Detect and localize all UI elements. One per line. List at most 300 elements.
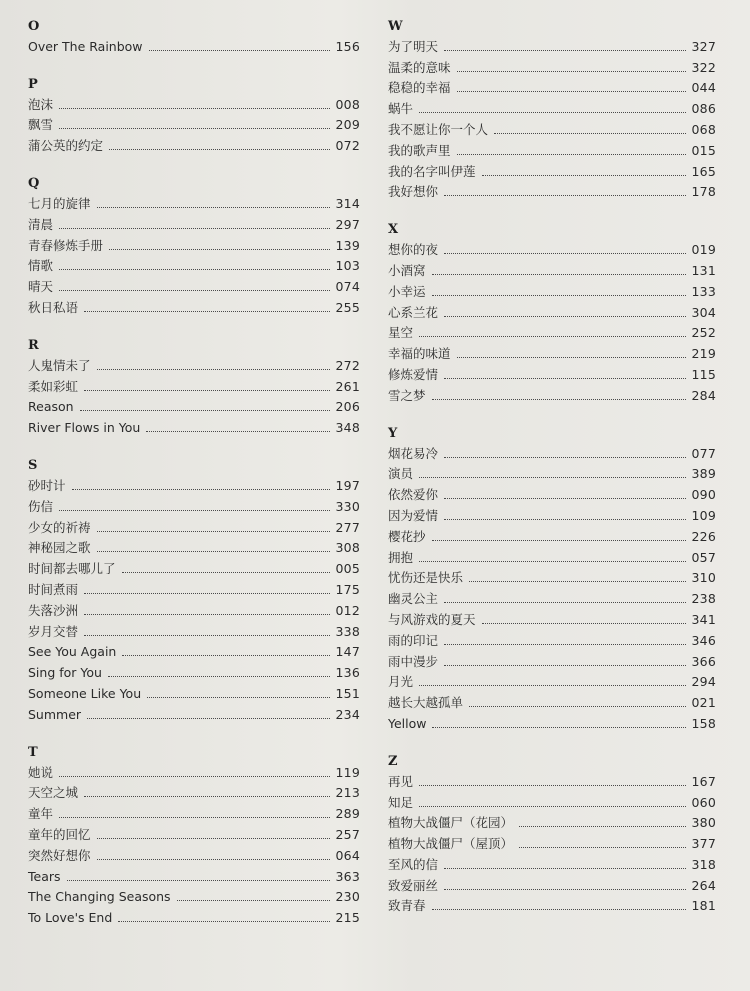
index-entry[interactable] (388, 671, 716, 692)
entry-title: 致青春 (388, 898, 426, 914)
dot-leader (108, 675, 330, 677)
entry-title: Sing for You (28, 665, 102, 681)
entry-title: 我不愿让你一个人 (388, 121, 489, 137)
dot-leader (444, 315, 686, 317)
index-entry[interactable] (388, 546, 716, 567)
section-gap (388, 201, 716, 223)
index-entry[interactable] (388, 97, 716, 118)
entry-page-number: 213 (335, 785, 360, 801)
entry-page-number: 139 (335, 237, 360, 253)
entry-title: 星空 (388, 325, 414, 341)
dot-leader (444, 377, 686, 379)
index-section (28, 339, 360, 437)
entry-page-number: 151 (335, 685, 360, 701)
entry-page-number: 380 (691, 815, 716, 831)
section-gap (28, 724, 360, 746)
index-entry[interactable] (28, 275, 360, 296)
dot-leader (469, 705, 686, 707)
entry-page-number: 289 (335, 806, 360, 822)
entry-title: Reason (28, 399, 74, 415)
entry-page-number: 158 (691, 715, 716, 731)
section-letter: Z (388, 753, 398, 769)
index-entry[interactable] (388, 342, 716, 363)
index-entry[interactable] (28, 416, 360, 437)
entry-page-number: 226 (691, 528, 716, 544)
index-entry[interactable] (28, 906, 360, 927)
entry-title: 天空之城 (28, 785, 79, 801)
index-entry[interactable] (388, 322, 716, 343)
index-section (388, 223, 716, 404)
dot-leader (84, 310, 330, 312)
entry-page-number: 175 (335, 581, 360, 597)
index-entry[interactable] (28, 823, 360, 844)
entry-title: 清晨 (28, 216, 54, 232)
entry-title: 时间都去哪儿了 (28, 561, 116, 577)
entry-page-number: 257 (335, 826, 360, 842)
entry-title: 神秘园之歌 (28, 540, 91, 556)
index-entry[interactable] (28, 396, 360, 417)
dot-leader (97, 530, 330, 532)
entry-page-number: 206 (335, 399, 360, 415)
index-entry[interactable] (388, 259, 716, 280)
index-section (28, 20, 360, 56)
index-entry[interactable] (388, 77, 716, 98)
section-letter: X (388, 222, 399, 238)
index-entry[interactable] (388, 301, 716, 322)
entry-title: The Changing Seasons (28, 889, 171, 905)
dot-leader (444, 497, 686, 499)
index-entry[interactable] (28, 93, 360, 114)
entry-page-number: 090 (691, 487, 716, 503)
index-entry[interactable] (388, 35, 716, 56)
dot-leader (84, 634, 330, 636)
index-entry[interactable] (388, 384, 716, 405)
entry-page-number: 178 (691, 184, 716, 200)
dot-leader (444, 518, 686, 520)
entry-page-number: 019 (691, 242, 716, 258)
entry-title: 小酒窝 (388, 262, 426, 278)
index-entry[interactable] (28, 557, 360, 578)
entry-title: Summer (28, 706, 82, 722)
entry-page-number: 131 (691, 262, 716, 278)
index-entry[interactable] (388, 56, 716, 77)
dot-leader (519, 825, 686, 827)
dot-leader (444, 664, 686, 666)
index-entry[interactable] (388, 791, 716, 812)
entry-page-number: 156 (335, 38, 360, 54)
entry-title: Yellow (388, 715, 427, 731)
entry-page-number: 044 (691, 80, 716, 96)
entry-title: 月光 (388, 674, 414, 690)
entry-title: 秋日私语 (28, 299, 79, 315)
dot-leader (59, 289, 330, 291)
entry-page-number: 086 (691, 101, 716, 117)
entry-page-number: 109 (691, 507, 716, 523)
entry-page-number: 238 (691, 591, 716, 607)
entry-title: 忧伤还是快乐 (388, 570, 464, 586)
dot-leader (432, 726, 685, 728)
index-entry[interactable] (28, 296, 360, 317)
index-column-left (28, 20, 360, 927)
index-entry[interactable] (28, 134, 360, 155)
index-entry[interactable] (28, 865, 360, 886)
entry-title: 我的名字叫伊莲 (388, 163, 476, 179)
section-letter: T (28, 744, 38, 760)
index-entry[interactable] (388, 608, 716, 629)
section-gap (388, 733, 716, 755)
entry-page-number: 261 (335, 378, 360, 394)
entry-title: 雨中漫步 (388, 653, 439, 669)
entry-title: 至风的信 (388, 856, 439, 872)
index-section (28, 459, 360, 724)
dot-leader (482, 174, 686, 176)
index-entry[interactable] (388, 587, 716, 608)
entry-title: 青春修炼手册 (28, 237, 104, 253)
index-entry[interactable] (28, 213, 360, 234)
entry-title: 伤信 (28, 498, 54, 514)
dot-leader (444, 252, 686, 254)
entry-page-number: 230 (335, 889, 360, 905)
entry-title: 再见 (388, 773, 414, 789)
dot-leader (444, 194, 686, 196)
entry-page-number: 389 (691, 466, 716, 482)
entry-title: 小幸运 (388, 283, 426, 299)
entry-page-number: 252 (691, 325, 716, 341)
dot-leader (419, 335, 686, 337)
entry-title: Over The Rainbow (28, 38, 143, 54)
dot-leader (97, 550, 330, 552)
section-gap (28, 56, 360, 78)
dot-leader (84, 795, 330, 797)
index-section (28, 177, 360, 317)
section-gap (388, 405, 716, 427)
index-entry[interactable] (28, 354, 360, 375)
dot-leader (444, 643, 686, 645)
entry-page-number: 272 (335, 357, 360, 373)
entry-page-number: 165 (691, 163, 716, 179)
dot-leader (97, 837, 330, 839)
index-entry[interactable] (388, 463, 716, 484)
entry-page-number: 318 (691, 856, 716, 872)
entry-page-number: 310 (691, 570, 716, 586)
dot-leader (84, 592, 330, 594)
index-entry[interactable] (28, 620, 360, 641)
index-entry[interactable] (388, 504, 716, 525)
entry-title: 越长大越孤单 (388, 695, 464, 711)
dot-leader (469, 580, 686, 582)
entry-page-number: 077 (691, 445, 716, 461)
entry-page-number: 363 (335, 868, 360, 884)
section-gap (28, 155, 360, 177)
section-letter: P (28, 76, 38, 92)
entry-title: 突然好想你 (28, 847, 91, 863)
dot-leader (118, 920, 329, 922)
entry-title: 情歌 (28, 258, 54, 274)
entry-page-number: 277 (335, 519, 360, 535)
entry-title: 岁月交替 (28, 623, 79, 639)
entry-page-number: 147 (335, 644, 360, 660)
dot-leader (432, 273, 686, 275)
entry-title: 泡沫 (28, 96, 54, 112)
index-entry[interactable] (388, 181, 716, 202)
dot-leader (419, 560, 686, 562)
entry-page-number: 308 (335, 540, 360, 556)
section-letter: W (388, 19, 403, 34)
dot-leader (122, 571, 330, 573)
dot-leader (109, 148, 330, 150)
index-entry[interactable] (388, 442, 716, 463)
entry-page-number: 330 (335, 498, 360, 514)
index-entry[interactable] (388, 895, 716, 916)
entry-page-number: 219 (691, 346, 716, 362)
entry-page-number: 197 (335, 477, 360, 493)
entry-title: 修炼爱情 (388, 366, 439, 382)
entry-page-number: 005 (335, 561, 360, 577)
entry-page-number: 215 (335, 910, 360, 926)
index-entry[interactable] (28, 599, 360, 620)
entry-page-number: 304 (691, 304, 716, 320)
index-section (28, 746, 360, 927)
entry-title: Tears (28, 868, 61, 884)
dot-leader (97, 858, 330, 860)
entry-title: 植物大战僵尸（花园） (388, 815, 514, 831)
dot-leader (59, 775, 330, 777)
entry-page-number: 133 (691, 283, 716, 299)
dot-leader (97, 206, 330, 208)
index-entry[interactable] (388, 238, 716, 259)
entry-page-number: 297 (335, 216, 360, 232)
index-entry[interactable] (388, 139, 716, 160)
entry-page-number: 015 (691, 142, 716, 158)
entry-title: 植物大战僵尸（屋顶） (388, 836, 514, 852)
entry-title: 我好想你 (388, 184, 439, 200)
dot-leader (122, 654, 329, 656)
entry-page-number: 209 (335, 117, 360, 133)
entry-title: 想你的夜 (388, 242, 439, 258)
dot-leader (419, 111, 686, 113)
entry-title: 蒲公英的约定 (28, 138, 104, 154)
index-entry[interactable] (28, 192, 360, 213)
entry-page-number: 119 (335, 764, 360, 780)
entry-title: 晴天 (28, 279, 54, 295)
dot-leader (59, 816, 330, 818)
entry-title: 知足 (388, 794, 414, 810)
entry-title: 幸福的味道 (388, 346, 451, 362)
dot-leader (432, 908, 686, 910)
dot-leader (419, 684, 686, 686)
dot-leader (444, 888, 686, 890)
dot-leader (457, 90, 686, 92)
entry-title: 雨的印记 (388, 632, 439, 648)
entry-title: 心系兰花 (388, 304, 439, 320)
index-entry[interactable] (388, 853, 716, 874)
entry-title: 拥抱 (388, 549, 414, 565)
dot-leader (482, 622, 686, 624)
dot-leader (59, 127, 330, 129)
dot-leader (59, 509, 330, 511)
section-letter: Y (388, 425, 398, 441)
index-entry[interactable] (28, 474, 360, 495)
dot-leader (87, 717, 329, 719)
index-entry[interactable] (388, 363, 716, 384)
entry-title: 为了明天 (388, 38, 439, 54)
entry-title: 依然爱你 (388, 487, 439, 503)
entry-title: 樱花抄 (388, 528, 426, 544)
index-entry[interactable] (388, 629, 716, 650)
index-entry[interactable] (28, 782, 360, 803)
entry-title: Someone Like You (28, 685, 142, 701)
entry-title: 童年的回忆 (28, 826, 91, 842)
index-entry[interactable] (28, 578, 360, 599)
index-section (388, 427, 716, 733)
dot-leader (419, 476, 686, 478)
index-entry[interactable] (388, 525, 716, 546)
index-entry[interactable] (388, 691, 716, 712)
index-entry[interactable] (28, 641, 360, 662)
entry-title: 少女的祈祷 (28, 519, 91, 535)
index-entry[interactable] (28, 703, 360, 724)
entry-page-number: 264 (691, 877, 716, 893)
section-gap (28, 317, 360, 339)
entry-title: 雪之梦 (388, 387, 426, 403)
entry-page-number: 064 (335, 847, 360, 863)
index-entry[interactable] (28, 537, 360, 558)
dot-leader (457, 356, 686, 358)
dot-leader (146, 430, 329, 432)
entry-title: 飘雪 (28, 117, 54, 133)
dot-leader (432, 398, 686, 400)
index-entry[interactable] (388, 483, 716, 504)
entry-title: 幽灵公主 (388, 591, 439, 607)
index-entry[interactable] (388, 280, 716, 301)
entry-title: To Love's End (28, 910, 113, 926)
entry-title: 烟花易冷 (388, 445, 439, 461)
dot-leader (457, 70, 686, 72)
entry-title: 七月的旋律 (28, 195, 91, 211)
entry-title: 童年 (28, 806, 54, 822)
dot-leader (444, 456, 686, 458)
entry-page-number: 322 (691, 59, 716, 75)
entry-title: 时间煮雨 (28, 581, 79, 597)
dot-leader (432, 294, 686, 296)
section-letter: O (28, 19, 40, 34)
entry-page-number: 294 (691, 674, 716, 690)
entry-page-number: 068 (691, 121, 716, 137)
entry-page-number: 012 (335, 602, 360, 618)
index-section (388, 20, 716, 201)
dot-leader (419, 784, 686, 786)
entry-page-number: 167 (691, 773, 716, 789)
dot-leader (59, 227, 330, 229)
section-letter: S (28, 458, 38, 474)
index-entry[interactable] (388, 832, 716, 853)
section-letter: Q (28, 176, 40, 192)
dot-leader (72, 488, 330, 490)
index-entry[interactable] (388, 118, 716, 139)
entry-title: 我的歌声里 (388, 142, 451, 158)
entry-page-number: 021 (691, 695, 716, 711)
index-entry[interactable] (388, 874, 716, 895)
entry-title: 稳稳的幸福 (388, 80, 451, 96)
index-entry[interactable] (28, 114, 360, 135)
entry-page-number: 008 (335, 96, 360, 112)
index-section (388, 755, 716, 916)
index-entry[interactable] (28, 844, 360, 865)
dot-leader (444, 601, 686, 603)
dot-leader (97, 368, 330, 370)
entry-title: 蜗牛 (388, 101, 414, 117)
entry-title: 失落沙洲 (28, 602, 79, 618)
index-entry[interactable] (28, 886, 360, 907)
dot-leader (432, 539, 686, 541)
entry-page-number: 284 (691, 387, 716, 403)
dot-leader (457, 153, 686, 155)
section-gap (28, 437, 360, 459)
index-entry[interactable] (28, 234, 360, 255)
entry-page-number: 348 (335, 420, 360, 436)
entry-page-number: 327 (691, 38, 716, 54)
entry-title: 温柔的意味 (388, 59, 451, 75)
index-entry[interactable] (388, 650, 716, 671)
dot-leader (444, 867, 686, 869)
dot-leader (149, 49, 330, 51)
entry-page-number: 057 (691, 549, 716, 565)
dot-leader (109, 248, 330, 250)
entry-title: River Flows in You (28, 420, 141, 436)
index-entry[interactable] (388, 812, 716, 833)
dot-leader (519, 846, 686, 848)
entry-title: See You Again (28, 644, 117, 660)
dot-leader (59, 107, 330, 109)
index-entry[interactable] (28, 761, 360, 782)
index-entry[interactable] (28, 35, 360, 56)
entry-title: 演员 (388, 466, 414, 482)
index-entry[interactable] (28, 802, 360, 823)
index-entry[interactable] (388, 160, 716, 181)
index-entry[interactable] (28, 375, 360, 396)
index-entry[interactable] (28, 255, 360, 276)
entry-page-number: 115 (691, 366, 716, 382)
entry-page-number: 314 (335, 195, 360, 211)
index-entry[interactable] (388, 770, 716, 791)
entry-title: 致爱丽丝 (388, 877, 439, 893)
entry-page-number: 074 (335, 279, 360, 295)
entry-page-number: 060 (691, 794, 716, 810)
entry-title: 她说 (28, 764, 54, 780)
index-entry[interactable] (28, 682, 360, 703)
dot-leader (177, 899, 330, 901)
entry-page-number: 255 (335, 299, 360, 315)
index-entry[interactable] (28, 661, 360, 682)
entry-title: 柔如彩虹 (28, 378, 79, 394)
dot-leader (419, 805, 686, 807)
index-entry[interactable] (388, 567, 716, 588)
index-entry[interactable] (388, 712, 716, 733)
dot-leader (84, 613, 330, 615)
dot-leader (147, 696, 329, 698)
dot-leader (67, 879, 330, 881)
index-entry[interactable] (28, 516, 360, 537)
dot-leader (84, 389, 330, 391)
entry-title: 人鬼情未了 (28, 357, 91, 373)
entry-page-number: 377 (691, 836, 716, 852)
entry-page-number: 346 (691, 632, 716, 648)
entry-title: 因为爱情 (388, 507, 439, 523)
entry-page-number: 338 (335, 623, 360, 639)
entry-page-number: 136 (335, 665, 360, 681)
entry-page-number: 103 (335, 258, 360, 274)
index-entry[interactable] (28, 495, 360, 516)
